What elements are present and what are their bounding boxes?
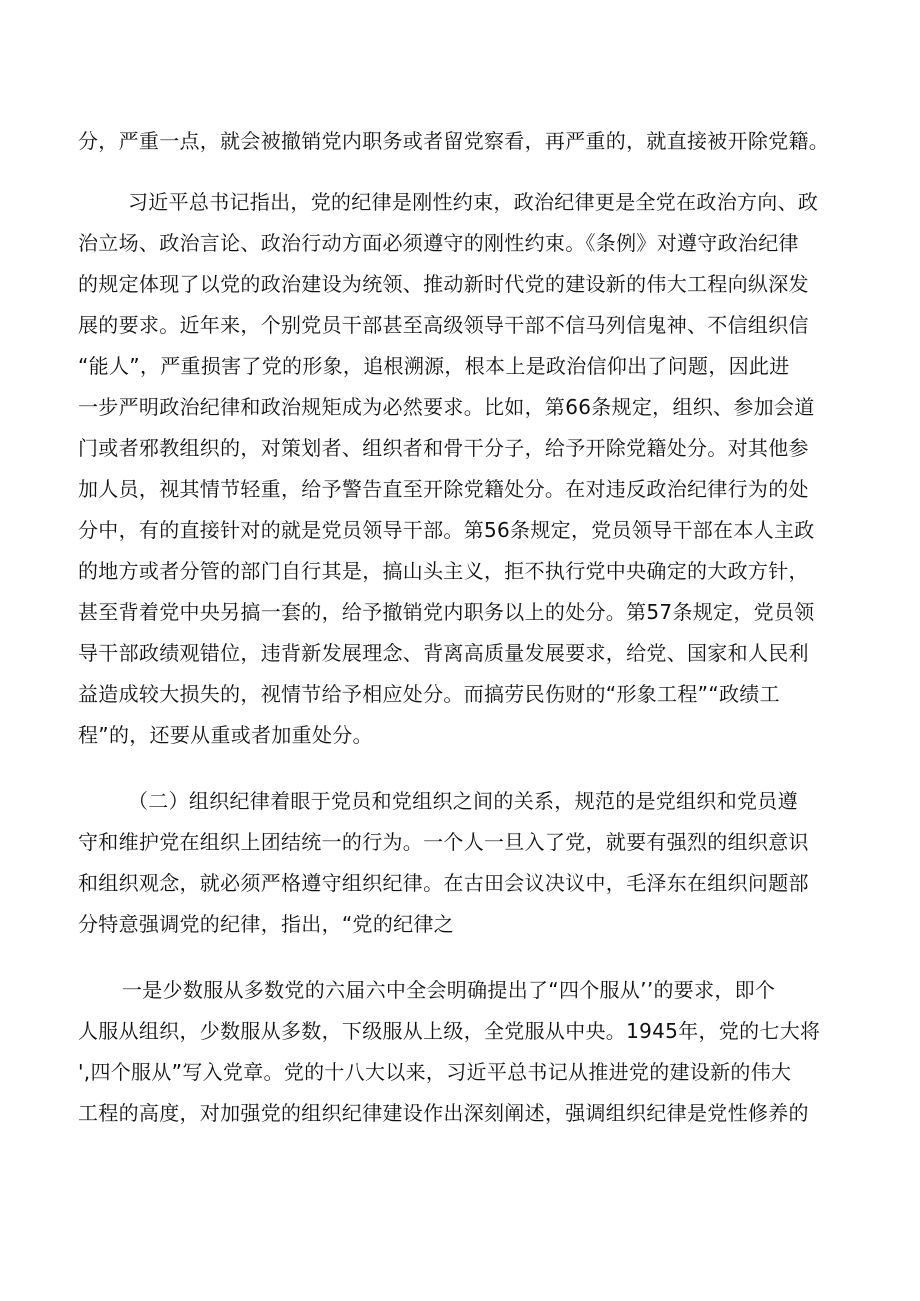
paragraph-3-line-3: ',四个服从”写入党章。党的十八大以来，习近平总书记从推进党的建设新的伟大 [78, 1060, 792, 1084]
paragraph-2-line-3: 和组织观念，就必须严格遵守组织纪律。在古田会议决议中，毛泽东在组织问题部 [78, 871, 809, 895]
paragraph-1-line-11: 甚至背着党中央另搞一套的，给予撤销党内职务以上的处分。第57条规定，党员领 [78, 600, 815, 624]
paragraph-1-line-9: 分中，有的直接针对的就是党员领导干部。第56条规定，党员领导干部在本人主政 [78, 518, 815, 542]
paragraph-1-line-3: 的规定体现了以党的政治建设为统领、推动新时代党的建设新的伟大工程向纵深发 [78, 272, 809, 296]
paragraph-1-line-2: 治立场、政治言论、政治行动方面必须遵守的刚性约束。《条例》对遵守政治纪律 [78, 231, 799, 255]
paragraph-1-line-1: 习近平总书记指出，党的纪律是刚性约束，政治纪律更是全党在政治方向、政 [128, 190, 819, 214]
paragraph-2-line-2: 守和维护党在组织上团结统一的行为。一个人一旦入了党，就要有强烈的组织意识 [78, 830, 809, 854]
paragraph-1-line-13: 益造成较大损失的，视情节给予相应处分。而搞劳民伤财的“形象工程”“政绩工 [78, 682, 780, 706]
paragraph-1-line-4: 展的要求。近年来，个别党员干部甚至高级领导干部不信马列信鬼神、不信组织信 [78, 313, 809, 337]
paragraph-3-line-1: 一是少数服从多数党的六届六中全会明确提出了“四个服从’’的要求，即个 [122, 978, 776, 1002]
paragraph-1-line-6: 一步严明政治纪律和政治规矩成为必然要求。比如，第66条规定，组织、参加会道 [78, 395, 815, 419]
paragraph-1-line-5: “能人”，严重损害了党的形象，追根溯源，根本上是政治信仰出了问题，因此进 [78, 354, 790, 378]
paragraph-top-line-1: 分，严重一点，就会被撤销党内职务或者留党察看，再严重的，就直接被开除党籍。 [78, 129, 830, 153]
paragraph-1-line-12: 导干部政绩观错位，违背新发展理念、背离高质量发展要求，给党、国家和人民利 [78, 641, 809, 665]
paragraph-2-line-1: （二）组织纪律着眼于党员和党组织之间的关系，规范的是党组织和党员遵 [128, 789, 798, 813]
paragraph-3-line-4: 工程的高度，对加强党的组织纪律建设作出深刻阐述，强调组织纪律是党性修养的 [78, 1101, 809, 1125]
paragraph-1-line-8: 加人员，视其情节轻重，给予警告直至开除党籍处分。在对违反政治纪律行为的处 [78, 477, 809, 501]
paragraph-2-line-4: 分特意强调党的纪律，指出，“党的纪律之 [78, 912, 455, 936]
paragraph-1-line-7: 门或者邪教组织的，对策划者、组织者和骨干分子，给予开除党籍处分。对其他参 [78, 436, 809, 460]
paragraph-3-line-2: 人服从组织，少数服从多数，下级服从上级，全党服从中央。1945年，党的七大将 [78, 1019, 821, 1043]
paragraph-1-line-10: 的地方或者分管的部门自行其是，搞山头主义，拒不执行党中央确定的大政方针， [78, 559, 809, 583]
paragraph-1-line-14: 程”的，还要从重或者加重处分。 [78, 723, 373, 747]
